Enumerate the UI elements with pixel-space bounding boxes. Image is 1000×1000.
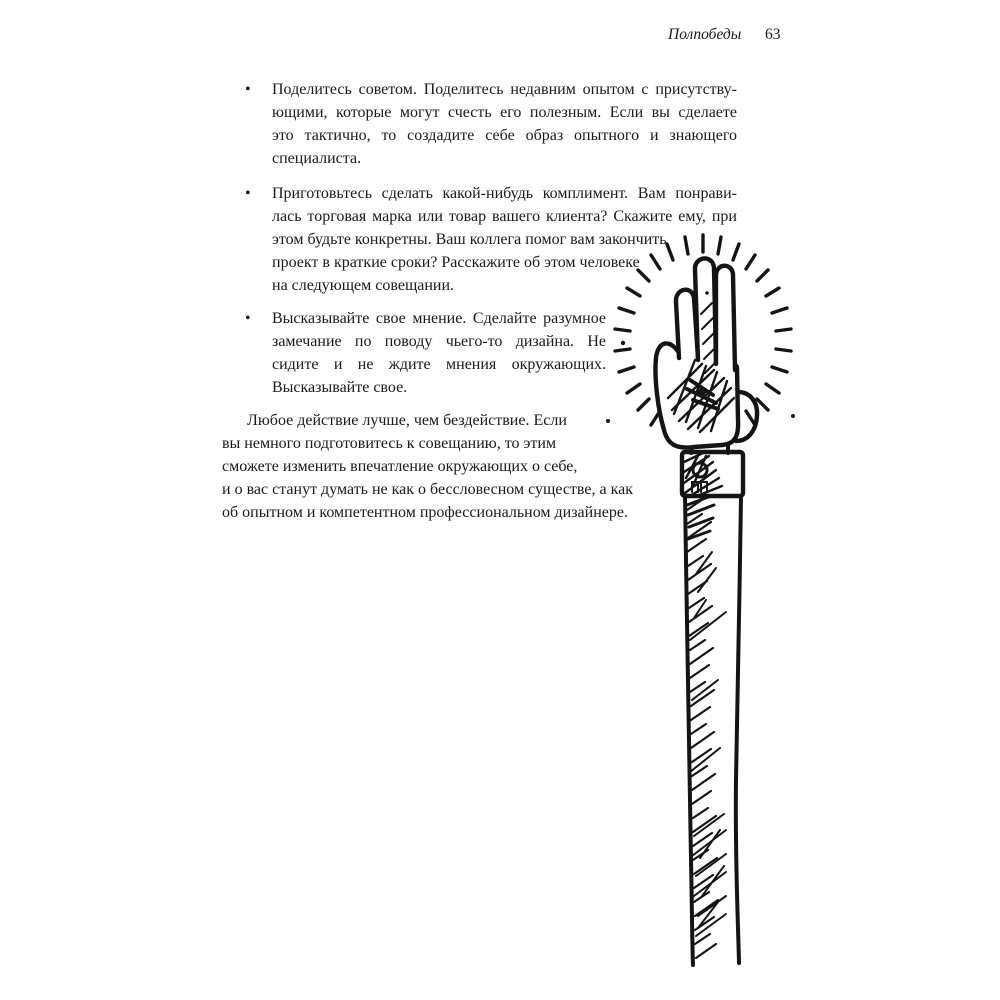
running-title: Полпобеды (668, 26, 742, 43)
bullet-line: на следующем совещании. (272, 277, 455, 294)
bullet-dot-icon: • (245, 185, 251, 202)
paragraph-line: об опытном и компетентном профессиональном дизайнере. (222, 504, 628, 521)
paragraph-line: сможете изменить впечатление окружающих о себе, (222, 458, 578, 475)
bullet-list (222, 78, 742, 399)
bullet-item (222, 182, 742, 297)
bullet-dot-icon: • (245, 310, 251, 327)
bullet-line: сидите и не ждите мнения окружающих. (272, 356, 606, 373)
page-number: 63 (765, 26, 781, 43)
bullet-line: замечание по поводу чьего-то дизайна. Не (272, 333, 606, 350)
bullet-line: Приготовьтесь сделать какой-нибудь комплимент. Вам понрави- (272, 185, 737, 202)
bullet-item (222, 78, 742, 170)
sleeve-sketch (685, 496, 741, 965)
content-column (222, 78, 742, 524)
bullet-line: ющими, которые могут счесть его полезным. Если вы сделаете (272, 104, 737, 121)
bullet-line: Высказывайте свое мнение. Сделайте разумное (272, 310, 606, 327)
bullet-dot-icon: • (245, 81, 251, 98)
paragraph-line: вы немного подготовитесь к совещанию, то этим (222, 435, 557, 452)
paragraph-line: Любое действие лучше, чем бездействие. Если (247, 412, 567, 429)
bullet-line: этом будьте конкретны. Ваш коллега помог вам закончить (272, 231, 667, 248)
bullet-line: проект в краткие сроки? Расскажите об этом человеке (272, 254, 640, 271)
bullet-line: Поделитесь советом. Поделитесь недавним опытом с присутству- (272, 81, 737, 98)
paragraph-line: и о вас станут думать не как о бессловесном существе, а как (222, 481, 633, 498)
bullet-line: лась торговая марка или товар вашего клиента? Скажите ему, при (272, 208, 737, 225)
bullet-line: специалиста. (272, 150, 362, 167)
body-paragraph (222, 409, 742, 524)
bullet-line: Высказывайте свое. (272, 379, 408, 396)
bullet-line: это тактично, то создадите себе образ опытного и знающего (272, 127, 737, 144)
bullet-item (222, 307, 742, 399)
